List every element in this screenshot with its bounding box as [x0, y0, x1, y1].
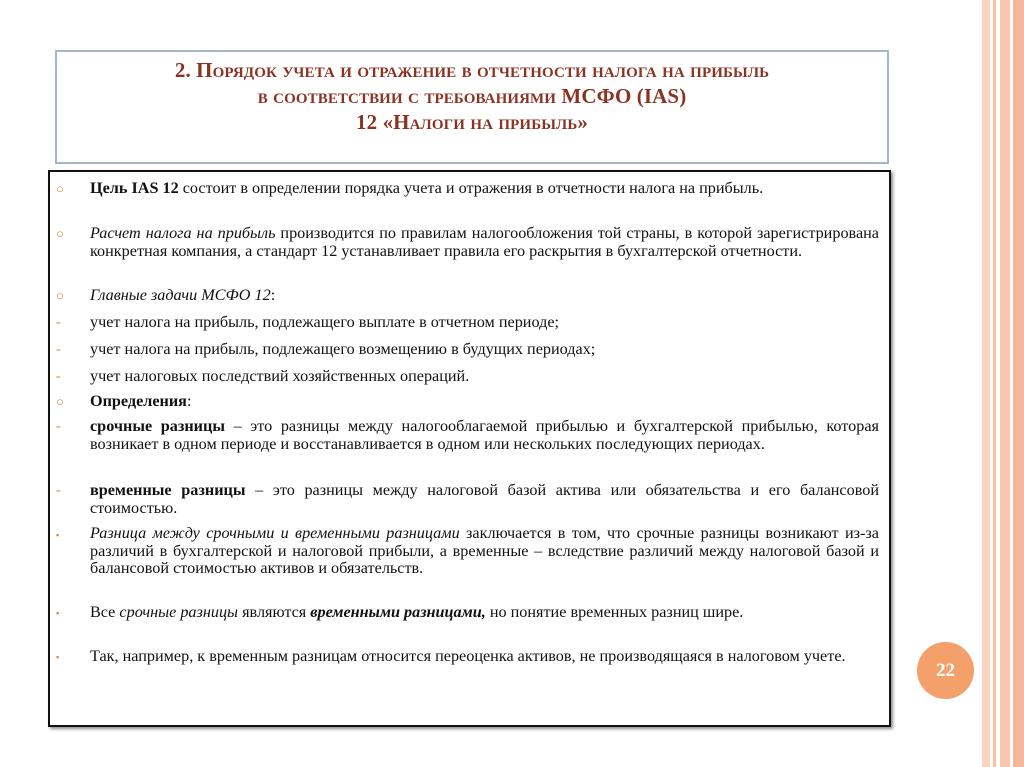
list-item-def-2 — [90, 482, 879, 517]
all-italic-2: временными разницами, — [310, 603, 486, 621]
square-bullet-icon: ▪ — [56, 608, 60, 618]
decor-stripe — [1013, 0, 1024, 767]
dash-bullet-icon: - — [56, 315, 61, 330]
list-item-all — [90, 604, 879, 622]
decor-stripe — [993, 0, 996, 767]
title-line-2: в соответствии с требованиями МСФО (IAS) — [257, 84, 687, 108]
list-item-tasks — [90, 287, 879, 305]
def1-label: срочные разницы — [90, 417, 225, 435]
def1-text: – это разницы между налогооблагаемой прибылью и бухгалтерской прибылью, которая возникает в одном периоде и восстанавливается в одном или нескольких последующих периодах. — [90, 417, 879, 453]
circle-bullet-icon: ○ — [56, 226, 64, 241]
definitions-label: Определения — [90, 392, 187, 410]
calc-text: производится по правилам налогообложения той страны, в которой зарегистрирована конкретная компания, а стандарт 12 устанавливает правила его раскрытия в бухгалтерской отчетности. — [90, 224, 879, 260]
list-item-goal — [90, 180, 879, 198]
list-item-task-1: учет налога на прибыль, подлежащего выплате в отчетном периоде; — [90, 313, 560, 331]
circle-bullet-icon: ○ — [56, 394, 64, 409]
title-box — [55, 50, 889, 164]
title-line-3: 12 «Налоги на прибыль» — [356, 110, 588, 134]
list-item-task-2: учет налога на прибыль, подлежащего возмещению в будущих периодах; — [90, 340, 596, 358]
def2-text: – это разницы между налоговой базой актива или обязательства и его балансовой стоимостью. — [90, 481, 879, 517]
all-part-2: являются — [238, 603, 311, 621]
content-box — [48, 170, 891, 727]
list-item-def-1 — [90, 418, 879, 453]
list-item-example: Так, например, к временным разницам относится переоценка активов, не производящаяся в налоговом учете. — [90, 647, 846, 665]
dash-bullet-icon: - — [56, 483, 61, 498]
dash-bullet-icon: - — [56, 342, 61, 357]
goal-label: Цель IAS 12 — [90, 179, 179, 197]
square-bullet-icon: ▪ — [56, 530, 60, 540]
dash-bullet-icon: - — [56, 419, 61, 434]
circle-bullet-icon: ○ — [56, 181, 64, 196]
all-part-3: но понятие временных разниц шире. — [485, 603, 744, 621]
def2-label: временные разницы — [90, 481, 246, 499]
all-italic-1: срочные разницы — [119, 603, 239, 621]
goal-text: состоит в определении порядка учета и отражения в отчетности налога на прибыль. — [178, 179, 764, 197]
calc-label: Расчет налога на прибыль — [90, 224, 276, 242]
list-item-definitions — [90, 393, 879, 411]
list-item-diff — [90, 525, 879, 578]
diff-label: Разница между срочными и временными разницами — [90, 524, 460, 542]
list-item-task-3: учет налоговых последствий хозяйственных операций. — [90, 367, 470, 385]
tasks-label: Главные задачи МСФО 12 — [90, 286, 271, 304]
page-number-badge: 22 — [917, 642, 974, 699]
definitions-colon: : — [186, 392, 192, 410]
diff-text: заключается в том, что срочные разницы возникают из-за различий в бухгалтерской и налоговой прибыли, а временные – вследствие различий между налоговой базой и балансовой стоимостью активов и обязательств. — [90, 524, 879, 577]
square-bullet-icon: ▪ — [56, 652, 60, 662]
decor-stripe — [982, 0, 990, 767]
list-item-calc — [90, 225, 879, 260]
dash-bullet-icon: - — [56, 369, 61, 384]
tasks-colon: : — [270, 286, 276, 304]
circle-bullet-icon: ○ — [56, 288, 64, 303]
decor-stripe — [1000, 0, 1010, 767]
title-line-1: 2. Порядок учета и отражение в отчетности налога на прибыль — [174, 58, 770, 82]
all-part-1: Все — [90, 603, 120, 621]
